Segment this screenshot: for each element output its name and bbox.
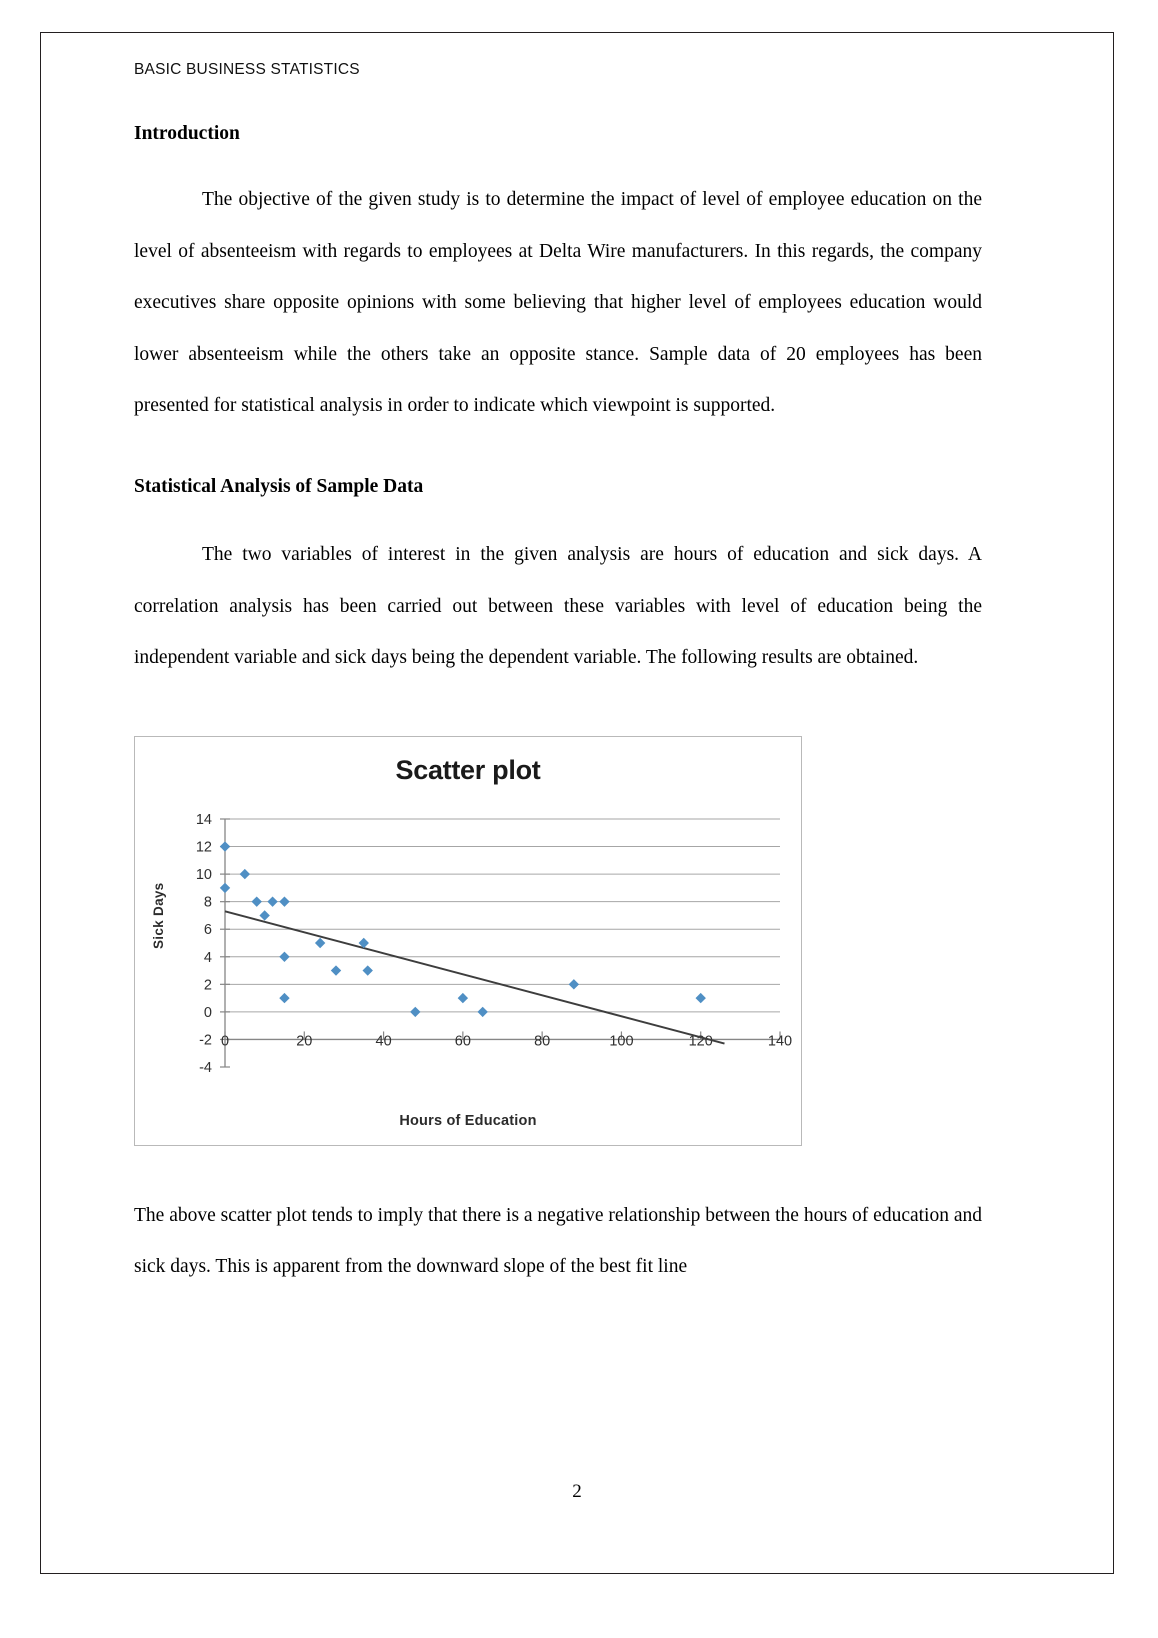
section-heading-statistical-analysis: Statistical Analysis of Sample Data: [134, 475, 424, 497]
chart-title: Scatter plot: [395, 754, 541, 785]
x-tick-label-60: 60: [454, 1033, 471, 1050]
chart-x-axis-title: Hours of Education: [399, 1112, 537, 1129]
data-point: [220, 841, 230, 851]
x-tick-label-20: 20: [296, 1033, 313, 1050]
data-point: [410, 1007, 420, 1017]
y-tick-label-10: 10: [195, 866, 212, 883]
x-tick-label-140: 140: [767, 1033, 793, 1050]
paragraph-statistical-analysis: The two variables of interest in the given analysis are hours of education and sick days. A correlation analysis has been carried out between these variables with level of education being the independent variable and sick days being the dependent variable. The following results are obtained.: [134, 544, 982, 669]
chart-y-axis-title: Sick Days: [151, 882, 166, 949]
data-point: [279, 993, 289, 1003]
data-point: [315, 938, 325, 948]
trendline: [225, 911, 725, 1043]
scatter-plot-canvas: [135, 737, 801, 1145]
y-tick-label--4: -4: [199, 1059, 212, 1076]
x-tick-label-40: 40: [375, 1033, 392, 1050]
y-tick-label-4: 4: [203, 949, 212, 966]
y-tick-label-14: 14: [195, 811, 212, 828]
y-tick-label-6: 6: [203, 922, 212, 939]
data-point: [458, 993, 468, 1003]
section-heading-introduction: Introduction: [134, 123, 240, 144]
x-tick-label-0: 0: [220, 1033, 230, 1050]
x-tick-label-120: 120: [688, 1033, 713, 1050]
page-content: [134, 61, 982, 1293]
paragraph-closing: The above scatter plot tends to imply that there is a negative relationship between the hours of education and sick days. This is apparent from the downward slope of the best fit line: [134, 1204, 982, 1278]
data-point: [331, 965, 341, 975]
x-tick-label-80: 80: [534, 1033, 551, 1050]
data-point: [279, 896, 289, 906]
running-head: BASIC BUSINESS STATISTICS: [134, 61, 360, 78]
data-point: [363, 965, 373, 975]
scatter-plot-figure: [134, 736, 802, 1146]
y-tick-label--2: -2: [199, 1032, 212, 1049]
paragraph-introduction: The objective of the given study is to determine the impact of level of employee education on the level of absenteeism with regards to employees at Delta Wire manufacturers. In this regards, the company executives share opposite opinions with some believing that higher level of employees education would lower absenteeism while the others take an opposite stance. Sample data of 20 employees has been presented for statistical analysis in order to indicate which viewpoint is supported.: [134, 189, 982, 417]
y-tick-label-12: 12: [195, 839, 212, 856]
page-number: 2: [572, 1481, 582, 1502]
data-point: [279, 951, 289, 961]
data-point: [240, 869, 250, 879]
data-point: [220, 883, 230, 893]
data-point: [696, 993, 706, 1003]
data-point: [477, 1007, 487, 1017]
data-point: [569, 979, 579, 989]
data-point: [259, 910, 269, 920]
y-tick-label-8: 8: [203, 894, 212, 911]
x-tick-label-100: 100: [609, 1033, 634, 1050]
y-tick-label-0: 0: [203, 1004, 212, 1021]
y-tick-label-2: 2: [203, 977, 212, 994]
data-point: [252, 896, 262, 906]
document-page: [40, 32, 1114, 1574]
data-point: [267, 896, 277, 906]
